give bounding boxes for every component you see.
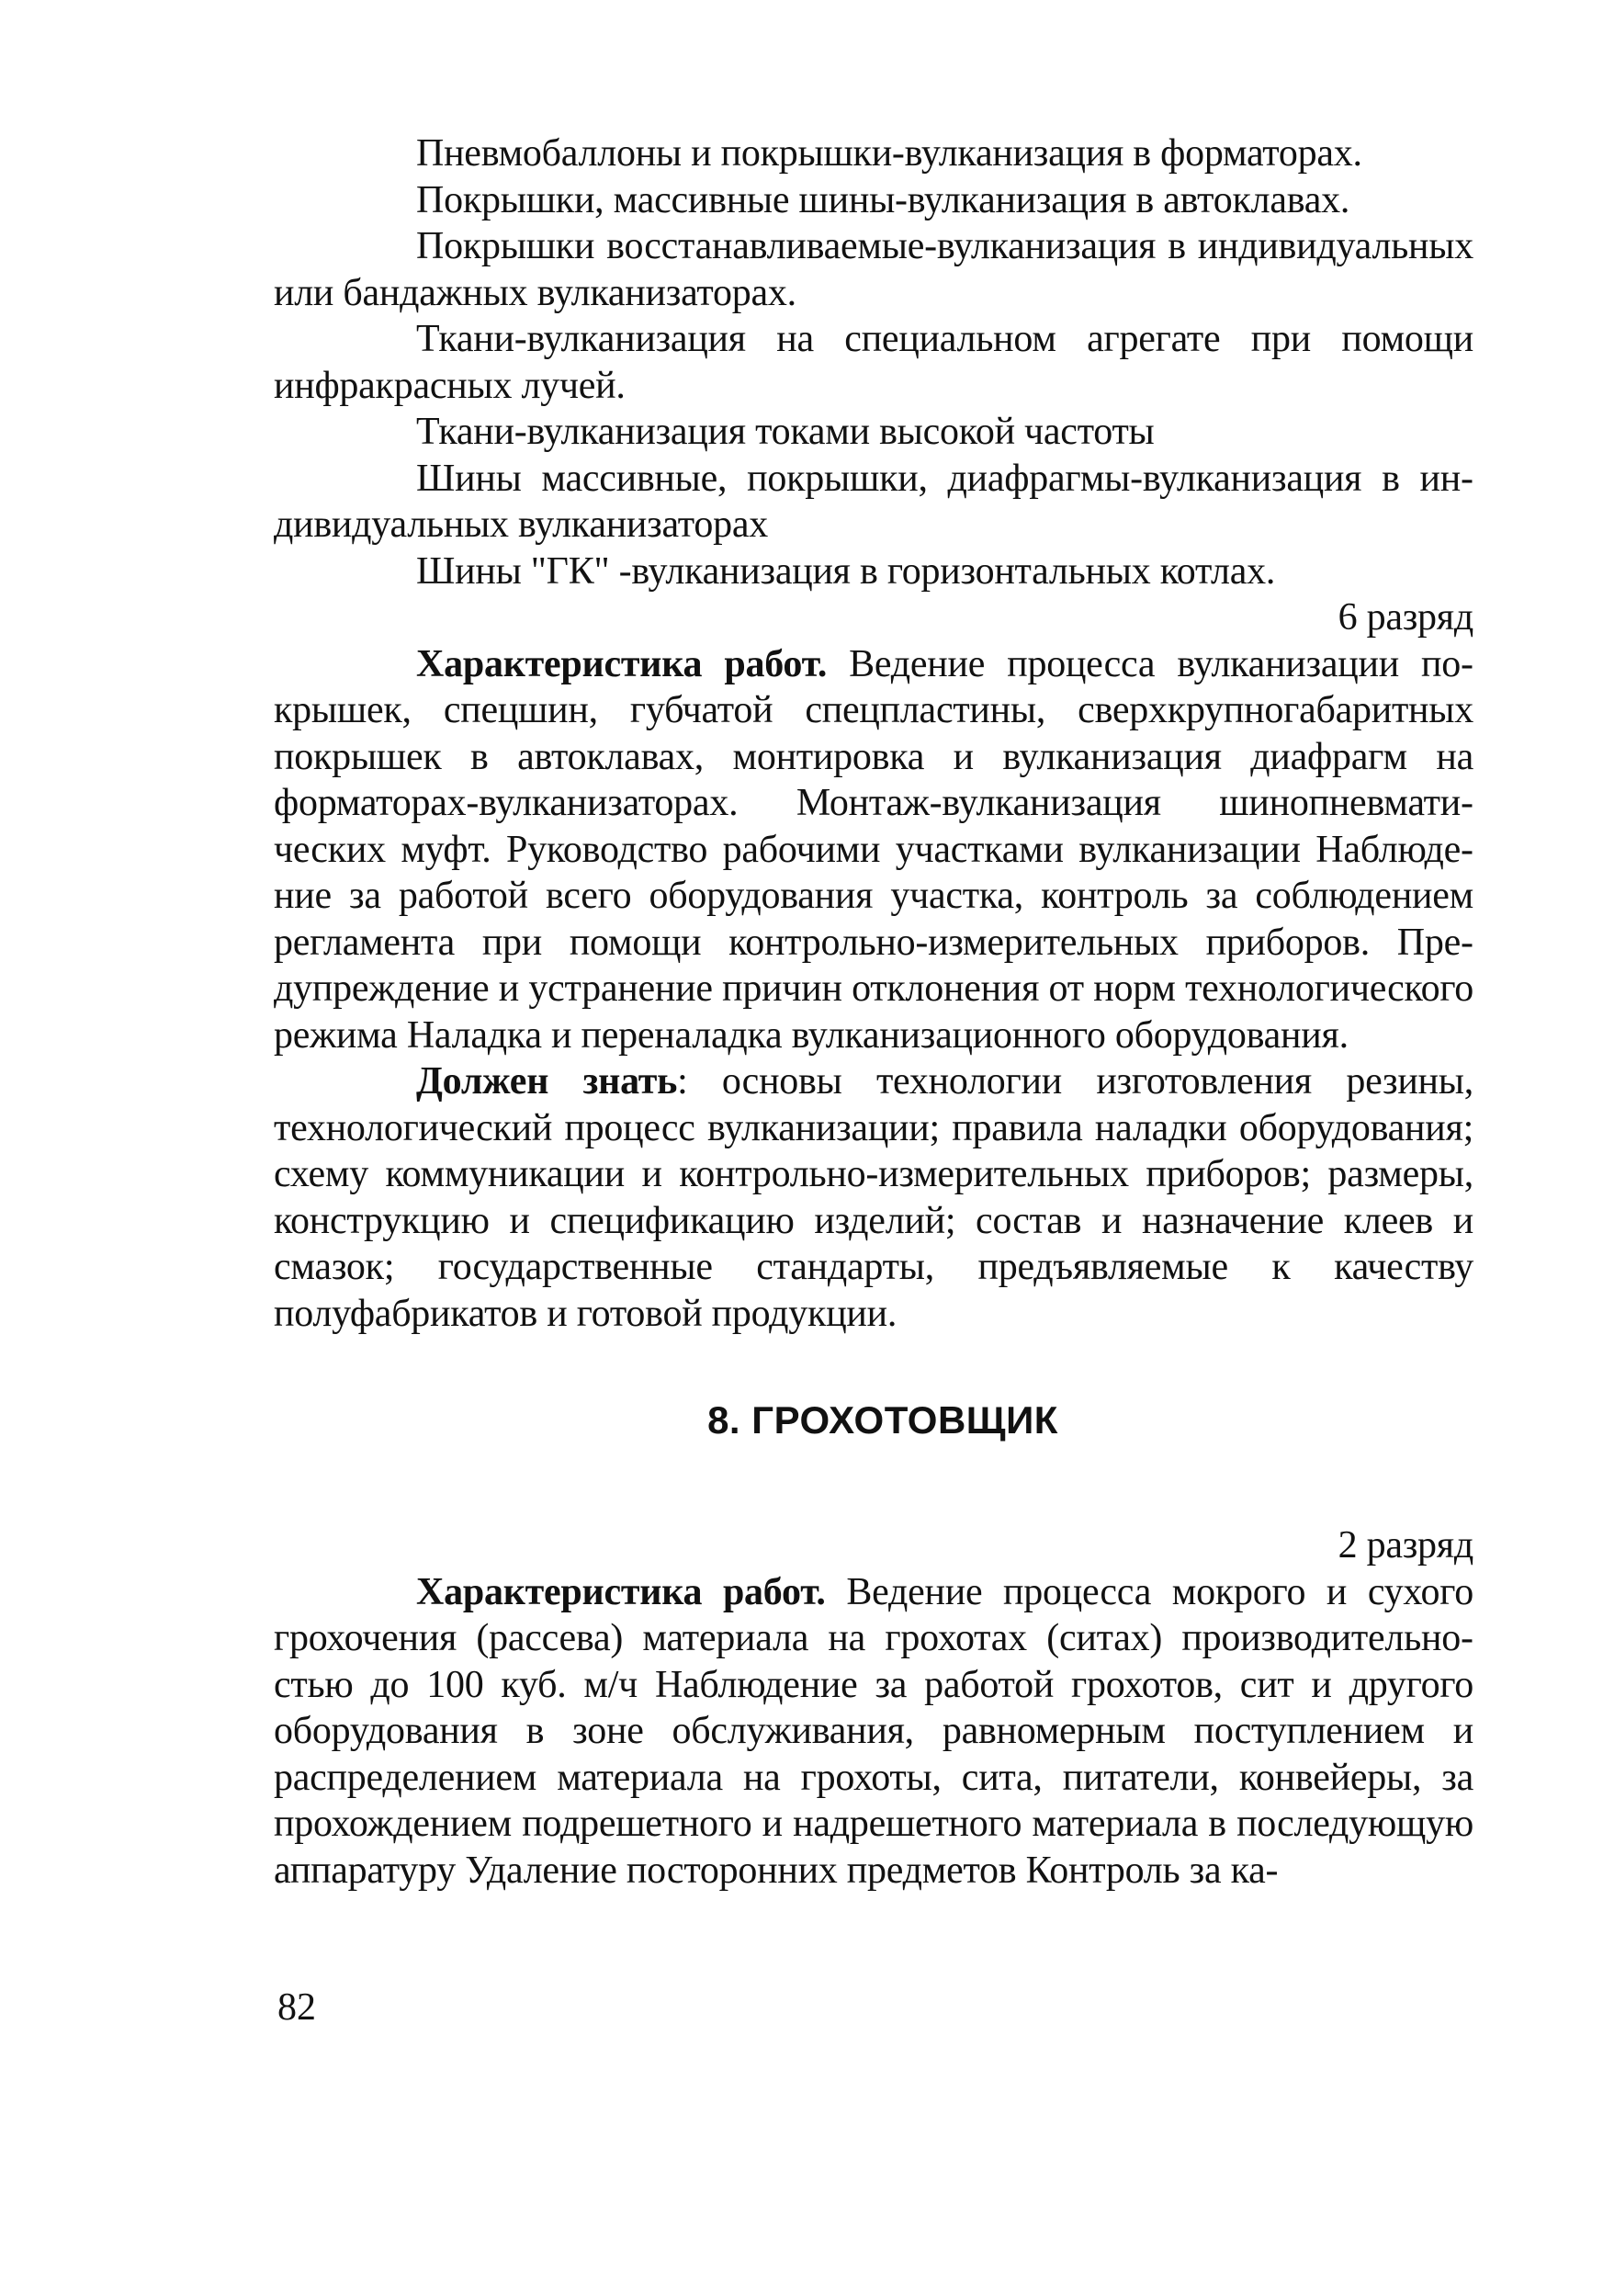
work-characteristic-text: Ведение процесса мокрого и сухого грохочения (рассева) материала на грохотах (ситах) производительностью до 100 куб. м/ч Наблюдение за работой грохотов, сит и другого оборудования в зоне обслуживания, равномерным поступлением и распределением материала на грохоты, сита, питатели, конвейеры, за прохождением подрешетного и надрешетного материала в последующую аппаратуру Удаление посторонних предметов Контроль за ка- [274, 1570, 1473, 1892]
paragraph-pneumoballoons: Пневмобаллоны и покрышки-вулканизация в форматорах. [416, 132, 1362, 175]
page-content [274, 130, 1473, 1894]
paragraph-restored-tires: Покрышки восстанавливаемые-вулканизация в индивидуальных или бандажных вулканизаторах. [274, 225, 1473, 314]
rank-6-heading: 6 разряд [1338, 596, 1473, 639]
page-number: 82 [277, 1986, 316, 2029]
work-characteristic-rank-6 [274, 641, 1473, 1059]
work-characteristic-label: Характеристика работ. [416, 1570, 826, 1613]
work-characteristic-text: Ведение процесса вулканизации покрышек, спецшин, губчатой спецпластины, сверхкрупногабаритных покрышек в автоклавах, монтировка и вулканизация диафрагм на форматорах-вулканизаторах. Монтаж-вулканизация шинопневматических муфт. Руководство рабочими участками вулканизации Наблюдение за работой всего оборудования участка, контроль за соблюдением регламента при помощи контрольно-измерительных приборов. Предупреждение и устранение причин отклонения от норм технологического режима Наладка и переналадка вулканизационного оборудования. [274, 642, 1473, 1057]
must-know-rank-6 [274, 1058, 1473, 1337]
paragraph-fabric-infrared: Ткани-вулканизация на специальном агрегате при помощи инфракрасных лучей. [274, 318, 1473, 407]
must-know-label: Должен знать [416, 1060, 678, 1103]
must-know-text: : основы технологии изготовления резины, технологический процесс вулканизации; правила наладки оборудования; схему коммуникации и контрольно-измерительных приборов; размеры, конструкцию и спецификацию изделий; состав и назначение клеев и смазок; государственные стандарты, предъявляемые к качеству полуфабрикатов и готовой продукции. [274, 1060, 1473, 1335]
paragraph-massive-tires: Шины массивные, покрышки, диафрагмы-вулканизация в индивидуальных вулканизаторах [274, 457, 1473, 546]
paragraph-tires-autoclaves: Покрышки, массивные шины-вулканизация в автоклавах. [416, 178, 1350, 221]
work-characteristic-label: Характеристика работ. [416, 642, 828, 685]
section-title: 8. ГРОХОТОВЩИК [707, 1398, 1058, 1442]
work-characteristic-rank-2 [274, 1569, 1473, 1894]
paragraph-gk-tires: Шины "ГК" -вулканизация в горизонтальных котлах. [416, 549, 1276, 593]
rank-2-heading: 2 разряд [1338, 1524, 1473, 1566]
paragraph-fabric-high-frequency: Ткани-вулканизация токами высокой частоты [416, 411, 1155, 453]
